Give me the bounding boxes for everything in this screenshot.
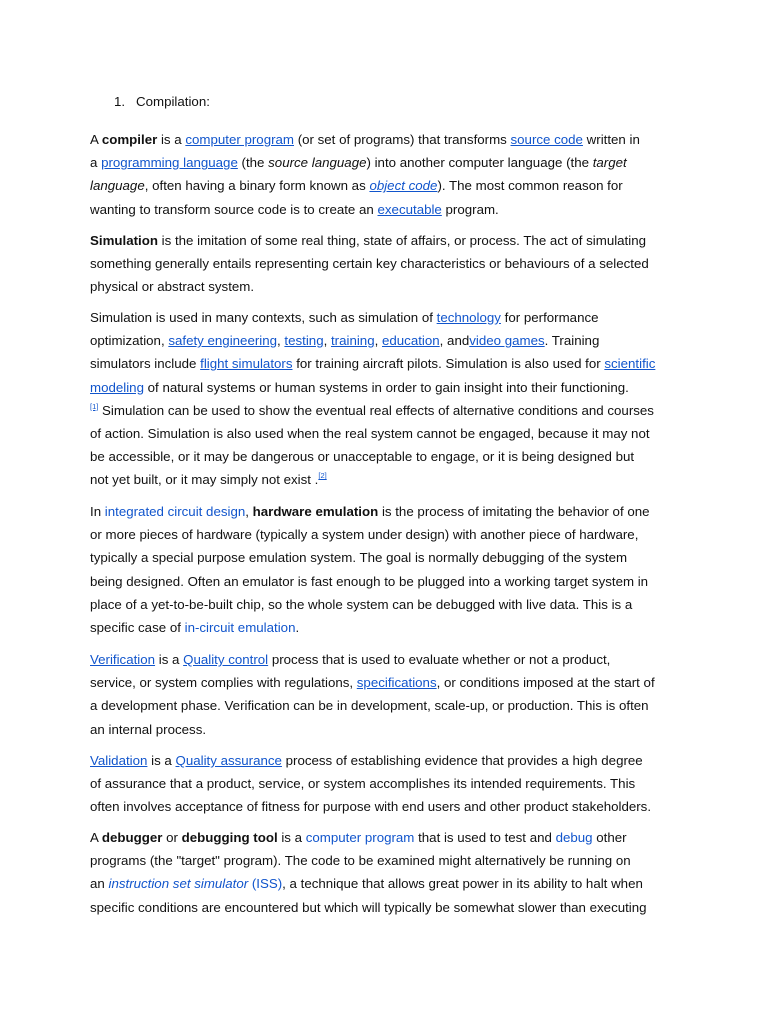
link-iss[interactable]: (ISS) xyxy=(248,876,283,892)
link-testing[interactable]: testing xyxy=(284,333,324,349)
link-flight-simulators[interactable]: flight simulators xyxy=(200,356,293,372)
text: an internal process. xyxy=(90,721,207,737)
text: is a xyxy=(157,132,186,147)
text: , xyxy=(277,333,285,349)
text: is a xyxy=(277,830,306,845)
term-language: language xyxy=(90,178,145,194)
link-video-games[interactable]: video games xyxy=(469,333,545,349)
text: programs (the "target" program). The code to be examined might alternatively be running on xyxy=(90,853,631,869)
text: specific case of xyxy=(90,620,185,636)
text: (or set of programs) that transforms xyxy=(294,132,511,147)
term-target: target xyxy=(592,155,627,171)
text: Simulation can be used to show the eventual real effects of alternative conditions and courses xyxy=(98,402,654,418)
term-hardware-emulation: hardware emulation xyxy=(252,504,379,519)
text: , often having a binary form known as xyxy=(144,178,370,194)
simulation-uses-paragraph xyxy=(90,306,690,492)
text: wanting to transform source code is to create an xyxy=(90,201,378,217)
link-technology[interactable]: technology xyxy=(436,310,501,325)
text: often involves acceptance of fitness for purpose with end users and other product stakeholders. xyxy=(90,799,652,815)
link-validation[interactable]: Validation xyxy=(90,753,148,768)
text: or more pieces of hardware (typically a system under design) with another piece of hardware, xyxy=(90,527,639,543)
text: , a technique that allows great power in its ability to halt when xyxy=(282,876,643,892)
text: not yet built, or it may simply not exist . xyxy=(90,472,319,488)
text: specific conditions are encountered but which will typically be somewhat slower than executing xyxy=(90,899,647,915)
text: service, or system complies with regulations, xyxy=(90,675,357,691)
text: , xyxy=(245,504,253,519)
term-debugging-tool: debugging tool xyxy=(181,830,278,845)
term-simulation: Simulation xyxy=(90,233,158,248)
text: written in xyxy=(582,132,640,147)
link-computer-program[interactable]: computer program xyxy=(185,132,294,147)
link-instruction-set-simulator[interactable]: instruction set simulator xyxy=(108,876,249,892)
text: Simulation is used in many contexts, such as simulation of xyxy=(90,310,437,325)
emulation-paragraph xyxy=(90,500,690,639)
link-quality-assurance[interactable]: Quality assurance xyxy=(175,753,282,768)
link-executable[interactable]: executable xyxy=(377,201,442,217)
text: ). The most common reason for xyxy=(437,178,623,194)
simulation-paragraph xyxy=(90,229,690,299)
text: of action. Simulation is also used when the real system cannot be engaged, because it may not xyxy=(90,426,650,442)
text: for performance xyxy=(500,310,599,325)
text: is the imitation of some real thing, state of affairs, or process. The act of simulating xyxy=(157,233,646,248)
footnote-ref-2[interactable]: [2] xyxy=(318,471,327,481)
text: that is used to test and xyxy=(414,830,556,845)
link-debug[interactable]: debug xyxy=(555,830,593,845)
validation-paragraph xyxy=(90,749,690,819)
list-heading xyxy=(114,92,210,112)
text: physical or abstract system. xyxy=(90,279,255,295)
link-education[interactable]: education xyxy=(382,333,440,349)
text: something generally entails representing certain key characteristics or behaviours of a selected xyxy=(90,256,649,272)
text: A xyxy=(90,132,102,147)
footnote-ref-1[interactable]: [1] xyxy=(90,401,99,411)
text: , and xyxy=(439,333,470,349)
text: . xyxy=(295,620,300,636)
link-object-code[interactable]: object code xyxy=(369,178,438,194)
heading-text: Compilation: xyxy=(136,94,210,109)
text: place of a yet-to-be-built chip, so the whole system can be debugged with live data. This is a xyxy=(90,596,633,612)
text: is a xyxy=(147,753,176,768)
term-source-language: source language xyxy=(268,155,367,171)
text: (the xyxy=(237,155,269,171)
link-programming-language[interactable]: programming language xyxy=(101,155,238,171)
text: process of establishing evidence that provides a high degree xyxy=(281,753,643,768)
text: simulators include xyxy=(90,356,201,372)
text: other xyxy=(592,830,627,845)
link-specifications[interactable]: specifications xyxy=(356,675,437,691)
link-safety-engineering[interactable]: safety engineering xyxy=(168,333,278,349)
text: is the process of imitating the behavior of one xyxy=(378,504,650,519)
link-quality-control[interactable]: Quality control xyxy=(183,652,269,667)
link-verification[interactable]: Verification xyxy=(90,652,156,667)
text: be accessible, or it may be dangerous or unacceptable to engage, or it is being designed but xyxy=(90,449,635,465)
compiler-paragraph xyxy=(90,128,690,221)
list-number: 1. xyxy=(114,94,126,109)
text: In xyxy=(90,504,105,519)
text: , xyxy=(323,333,331,349)
text: ) into another computer language (the xyxy=(366,155,593,171)
text: program. xyxy=(441,201,499,217)
text: of natural systems or human systems in order to gain insight into their functioning. xyxy=(143,379,629,395)
text: an xyxy=(90,876,109,892)
term-debugger: debugger xyxy=(101,830,163,845)
text: is a xyxy=(155,652,184,667)
debugger-paragraph xyxy=(90,826,690,919)
verification-paragraph xyxy=(90,648,690,741)
text: process that is used to evaluate whether or not a product, xyxy=(268,652,611,667)
link-integrated-circuit-design[interactable]: integrated circuit design xyxy=(104,504,246,519)
text: of assurance that a product, service, or system accomplishes its intended requirements. This xyxy=(90,776,636,792)
link-computer-program-2[interactable]: computer program xyxy=(305,830,415,845)
text: , xyxy=(374,333,382,349)
text: a xyxy=(90,155,102,171)
text: for training aircraft pilots. Simulation is also used for xyxy=(292,356,605,372)
text: or xyxy=(162,830,182,845)
text: being designed. Often an emulator is fast enough to be plugged into a working target system in xyxy=(90,573,649,589)
text: typically a special purpose emulation system. The goal is normally debugging of the system xyxy=(90,550,628,566)
text: , or conditions imposed at the start of xyxy=(436,675,655,691)
text: . Training xyxy=(544,333,600,349)
term-compiler: compiler xyxy=(101,132,158,147)
text: A xyxy=(90,830,102,845)
link-modeling[interactable]: modeling xyxy=(90,379,144,395)
link-scientific[interactable]: scientific xyxy=(604,356,656,372)
text: a development phase. Verification can be in development, scale-up, or production. This is often xyxy=(90,698,649,714)
link-in-circuit-emulation[interactable]: in-circuit emulation xyxy=(184,620,296,636)
link-source-code[interactable]: source code xyxy=(510,132,583,147)
link-training[interactable]: training xyxy=(330,333,375,349)
text: optimization, xyxy=(90,333,169,349)
